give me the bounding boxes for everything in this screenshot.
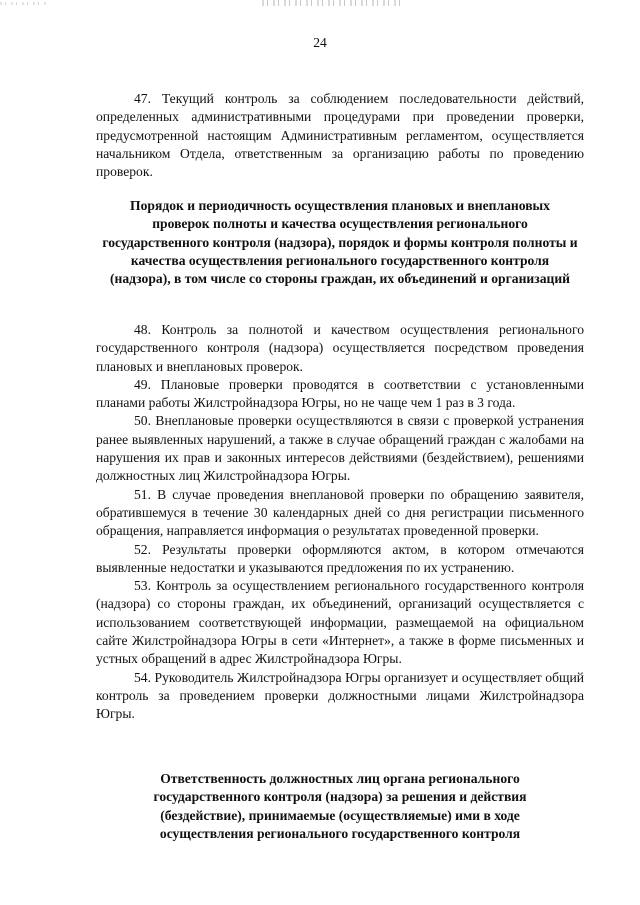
section-heading: Порядок и периодичность осуществления плановых и внеплановых проверок полноты и качества осуществления регионального государственного контроля (надзора), порядок и формы контроля полноты и качества осуществления регионального государственного контроля (надзора), в том числе со стороны граждан, их объединений и организаций: [102, 198, 578, 287]
paragraph-53: 53. Контроль за осуществлением регионального государственного контроля (надзора) со стороны граждан, их объединений, организаций осуществляется с использованием соответствующей информации, размещаемой на официальном сайте Жилстройнадзора Югры в сети «Интернет», а также в форме письменных и устных обращений в адрес Жилстройнадзора Югры.: [96, 578, 584, 667]
paragraph-50: 50. Внеплановые проверки осуществляются в связи с проверкой устранения ранее выявленных нарушений, а также в случае обращений граждан с жалобами на нарушения их прав и законных интересов действиями (бездействием), решениями должностных лиц Жилстройнадзора Югры.: [96, 413, 584, 484]
scan-artifact: [262, 0, 402, 6]
section-heading-responsibility: [118, 770, 562, 843]
section-current-control: [96, 90, 584, 181]
section-heading: Ответственность должностных лиц органа регионального государственного контроля (надзора) за решения и действия (бездействие), принимаемые (осуществляемые) ими в ходе осуществления регионального государственного контроля: [153, 771, 527, 841]
paragraph-51: 51. В случае проведения внеплановой проверки по обращению заявителя, обратившемуся в течение 30 календарных дней со дня регистрации письменного обращения, направляется информация о результатах проведенной проверки.: [96, 486, 584, 539]
paragraph-52: 52. Результаты проверки оформляются актом, в котором отмечаются выявленные недостатки и указываются предложения по их устранению.: [96, 541, 584, 575]
section-inspections-body: [96, 321, 584, 724]
page-number: 24: [313, 35, 327, 50]
paragraph-54: 54. Руководитель Жилстройнадзора Югры организует и осуществляет общий контроль за проведением проверки должностными лицами Жилстройнадзора Югры.: [96, 669, 584, 722]
paragraph-48: 48. Контроль за полнотой и качеством осуществления регионального государственного контроля (надзора) осуществляется посредством проведения плановых и внеплановых проверок.: [96, 322, 584, 374]
paragraph-47: 47. Текущий контроль за соблюдением последовательности действий, определенных административными процедурами при проведении проверки, предусмотренной настоящим Административным регламентом, осуществляется начальником Отдела, ответственным за организацию работы по проведению проверок.: [96, 91, 584, 180]
paragraph-49: 49. Плановые проверки проводятся в соответствии с установленными планами работы Жилстройнадзора Югры, но не чаще чем 1 раз в 3 года.: [96, 376, 584, 411]
section-heading-inspections: [100, 197, 580, 288]
scan-artifact: [0, 2, 48, 5]
